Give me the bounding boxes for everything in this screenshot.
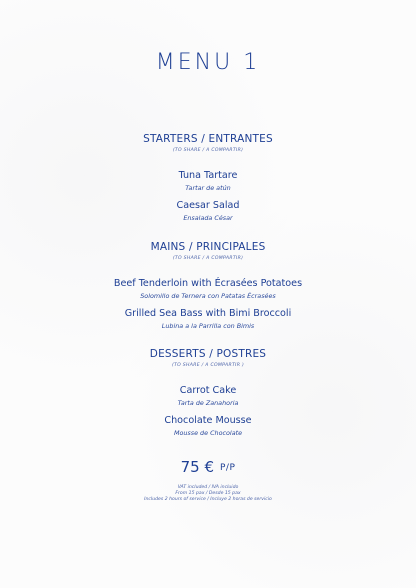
dish-translation: Solomillo de Ternera con Patatas Écrasées: [140, 292, 276, 300]
section-title-starters: STARTERS / ENTRANTES: [143, 133, 273, 145]
dish-translation: Tarta de Zanahoria: [177, 399, 239, 407]
dish-name: Tuna Tartare: [178, 170, 238, 181]
price: [0, 458, 416, 476]
dish-translation: Ensalada César: [183, 214, 233, 222]
dish-name: Grilled Sea Bass with Bimi Broccoli: [124, 308, 292, 319]
section-title-mains: MAINS / PRINCIPALES: [150, 241, 266, 253]
fine-print-pax: From 15 pax / Desde 15 pax: [175, 491, 241, 496]
menu-title: MENU 1: [155, 50, 261, 75]
section-note-mains: (TO SHARE / A COMPARTIR): [172, 256, 244, 261]
dish-name: Caesar Salad: [176, 200, 240, 211]
dish-name: Chocolate Mousse: [164, 415, 252, 426]
dish-name: Beef Tenderloin with Écrasées Potatoes: [113, 278, 303, 289]
dish-name: Carrot Cake: [179, 385, 237, 396]
section-title-desserts: DESSERTS / POSTRES: [149, 348, 267, 360]
section-note-starters: (TO SHARE / A COMPARTIR): [172, 148, 244, 153]
dish-translation: Tartar de atún: [185, 184, 231, 192]
dish-translation: Mousse de Chocolate: [173, 429, 243, 437]
dish-translation: Lubina a la Parrilla con Bimis: [161, 322, 255, 330]
price-unit: P/P: [220, 463, 236, 473]
fine-print-vat: VAT included / IVA incluido: [177, 485, 239, 490]
section-note-desserts: (TO SHARE / A COMPARTIR ): [171, 363, 245, 368]
fine-print-service: Includes 2 hours of service / Incluye 2 horas de servicio: [144, 497, 272, 502]
price-amount: 75 €: [180, 458, 214, 476]
